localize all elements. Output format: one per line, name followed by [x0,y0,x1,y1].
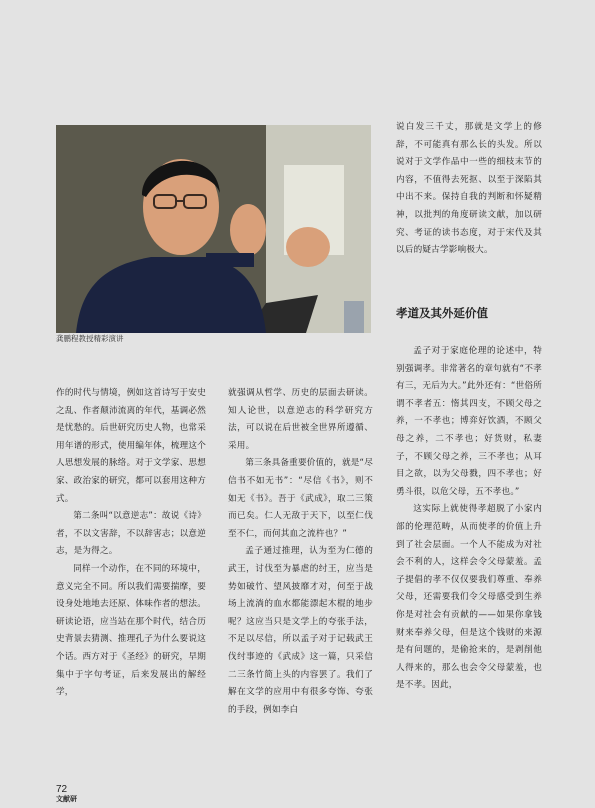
body-column-2 [228,385,373,719]
speaker-photo-illustration [56,125,371,333]
magazine-name: 文献研 [56,795,77,803]
paragraph: 作的时代与情境，例如这首诗写于安史之乱、作者颠沛流离的年代，基调必然是忧愁的。后世研究历史人物，也常采用年谱的形式，使用编年体，梳理这个人思想发展的脉络。对于文学家、思想家、政治家的研究，都可以套用这种方式。 [56,388,206,504]
paragraph: 这实际上就使得孝超脱了小家内部的伦理范畴，从而使孝的价值上升到了社会层面。一个人不能成为对社会不利的人，这样会令父母蒙羞。孟子提倡的孝不仅仅要我们尊重、奉养父母，还需要我们令父母感受到生养你是对社会有贡献的——如果你拿钱财来奉养父母，但是这个钱财的来源是有问题的，是偷抢来的，是剥削他人得来的，那么也会令父母蒙羞，也是不孝。因此， [396,504,542,691]
body-column-3-bottom [396,343,542,695]
paragraph: 第二条叫“以意逆志”：故说《诗》者，不以文害辞，不以辞害志；以意逆志，是为得之。 [56,511,206,557]
body-column-1 [56,385,206,702]
body-column-3-top [396,119,542,260]
paragraph: 同样一个动作，在不同的环境中，意义完全不同。所以我们需要揣摩，要设身处地地去还原、体味作者的想法。研读论语，应当站在那个时代，结合历史背景去猜测、推理孔子为什么要说这个话。西方对于《圣经》的研究，早期集中于字句考证，后来发展出的解经学， [56,563,206,698]
photo-caption: 龚鹏程教授精彩演讲 [56,334,124,343]
paragraph: 第三条具备重要价值的，就是“尽信书不如无书”：“尽信《书》，则不如无《书》。吾于《武成》，取二三策而已矣。仁人无敌于天下，以至仁伐至不仁，而何其血之流杵也？” [228,458,373,539]
section-title: 孝道及其外延价值 [396,306,488,320]
paragraph: 孟子通过推理，认为至为仁德的武王，讨伐至为暴虐的纣王，应当是势如破竹、望风披靡才对，何至于战场上流淌的血水都能漂起木棍的地步呢？这应当只是文学上的夸张手法，不足以尽信，所以孟子对于记载武王伐纣事迹的《武成》这一篇，只采信二三条竹简上头的内容罢了。我们了解在文学的应用中有很多夸饰、夸张的手段，例如李白 [228,546,373,715]
page-number: 72 [56,784,68,795]
paragraph: 孟子对于家庭伦理的论述中，特别强调孝。非常著名的章句就有“不孝有三，无后为大。”此外还有：“世俗所谓不孝者五：惰其四支，不顾父母之养，一不孝也；博弈好饮酒，不顾父母之养，二不孝也；好货财，私妻子，不顾父母之养，三不孝也；从耳目之欲，以为父母戮，四不孝也；好勇斗很，以危父母，五不孝也。” [396,346,542,497]
speaker-photo [56,125,371,333]
paragraph: 说白发三千丈，那就是文学上的修辞，不可能真有那么长的头发。所以说对于文学作品中一些的细枝末节的内容，不值得去死抠、以至于深陷其中出不来。保持自我的判断和怀疑精神，以批判的角度研读文献，加以研究、考证的读书态度，对于宋代及其以后的疑古学影响极大。 [396,122,542,256]
paragraph: 就强调从哲学、历史的层面去研读。知人论世，以意逆志的科学研究方法，可以说在后世被全世界所遵循、采用。 [228,388,373,451]
